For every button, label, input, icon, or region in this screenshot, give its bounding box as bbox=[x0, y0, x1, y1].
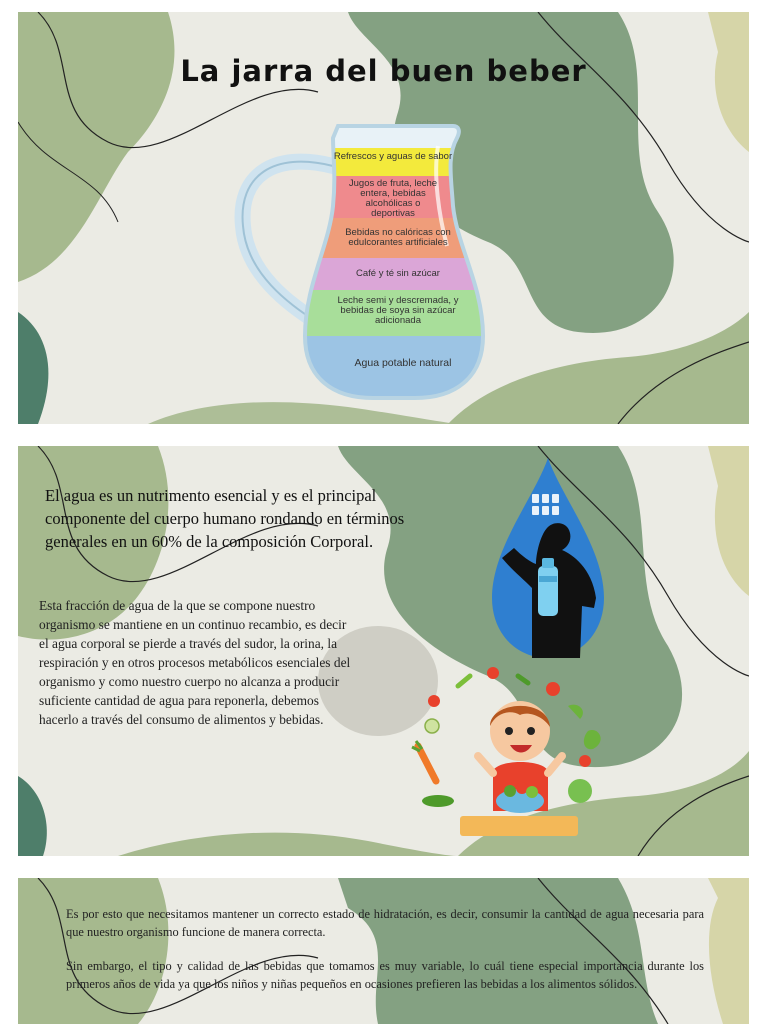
jug-label-bebidas-no-caloricas: Bebidas no calóricas con edulcorantes artificiales bbox=[345, 227, 451, 248]
paragraph-bebidas: Sin embargo, el tipo y calidad de las bebidas que tomamos es muy variable, lo cuál tiene especial importancia durante los primeros años de vida ya que los niños y niñas pequeños en ocasiones prefieren las bebidas a los alimentos sólidos. bbox=[66, 959, 704, 991]
jug-label-agua: Agua potable natural bbox=[354, 357, 452, 369]
page-title: La jarra del buen beber bbox=[180, 54, 587, 88]
jug-label-cafe-te: Café y té sin azúcar bbox=[356, 268, 440, 279]
level-agua bbox=[233, 336, 493, 406]
water-jug-infographic bbox=[233, 116, 493, 406]
child-eating-vegetables-icon bbox=[398, 661, 628, 841]
section-heading: El agua es un nutrimento esencial y es el principal componente del cuerpo humano rondando en términos generales en un 60% de la composición Corporal. bbox=[45, 486, 405, 551]
jug-label-refrescos: Refrescos y aguas de sabor bbox=[333, 151, 453, 162]
slide-agua-nutrimento bbox=[18, 446, 749, 856]
water-drop-drinking-icon bbox=[492, 458, 604, 658]
paragraph-hidratacion: Es por esto que necesitamos mantener un correcto estado de hidratación, es decir, consumir la cantidad de agua necesaria para que nuestro organismo funcione de manera correcta. bbox=[66, 907, 704, 939]
body-paragraph: Esta fracción de agua de la que se compone nuestro organismo se mantiene en un continuo recambio, es decir el agua corporal se pierde a través del sudor, la orina, la respiración y en otros procesos metabólicos esenciales del organismo y como nuestro cuerpo no alcanza a producir suficiente cantidad de agua para reponerla, debemos hacerlo a través del consumo de alimentos y bebidas. bbox=[39, 598, 351, 727]
jug-label-leche: Leche semi y descremada, y bebidas de soya sin azúcar adicionada bbox=[337, 295, 459, 326]
slide-jarra bbox=[18, 12, 749, 424]
jug-label-jugos: Jugos de fruta, leche entera, bebidas alcohólicas o deportivas bbox=[348, 178, 438, 219]
organic-background bbox=[18, 878, 749, 1024]
slide-hidratacion bbox=[18, 878, 749, 1024]
